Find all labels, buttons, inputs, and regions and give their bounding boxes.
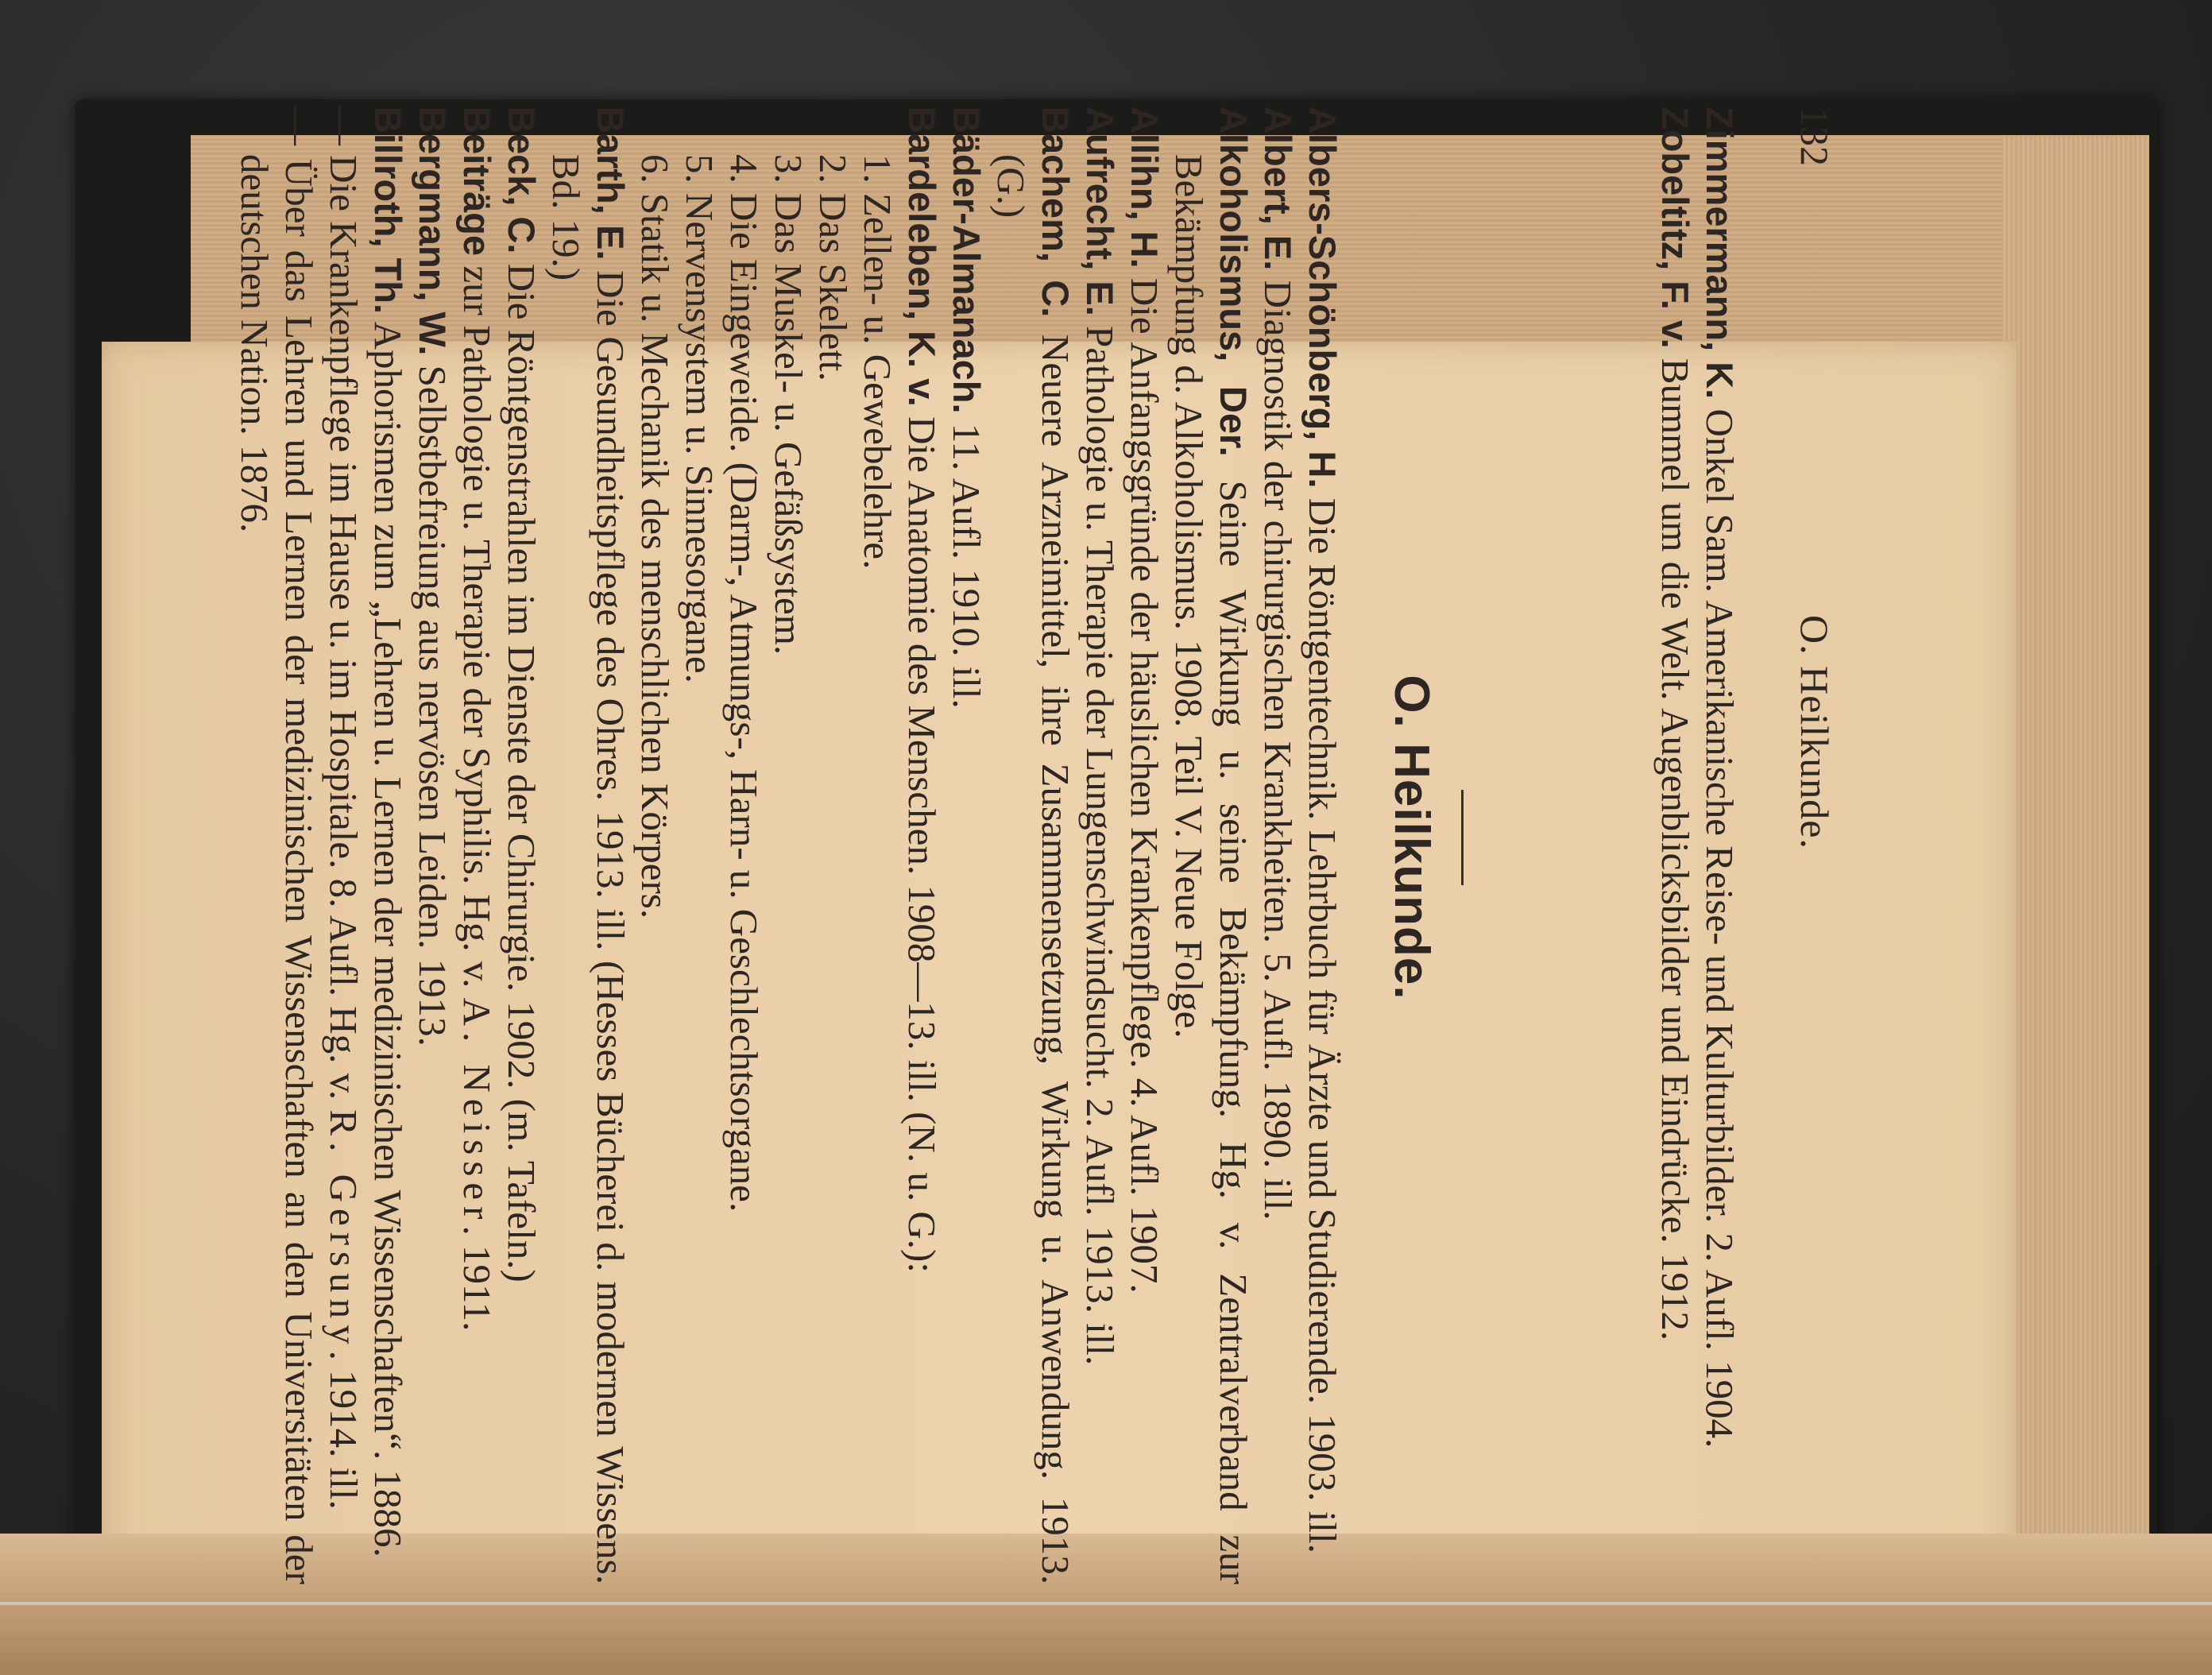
list-item: Aufrecht, E. Pathologie u. Therapie der Lungenschwindsucht. 2. Aufl. 1913. ill. xyxy=(1078,106,1122,1366)
top-entries xyxy=(1653,106,1742,1584)
page-edges-side xyxy=(2002,135,2149,1675)
list-item: Barth, E. Die Gesundheitspflege des Ohres. 1913. ill. (Hesses Bücherei d. modernen Wissens. Bd. 19.) xyxy=(544,106,632,1584)
list-item: — Die Krankenpflege im Hause u. im Hospitale. 8. Aufl. Hg. v. R. Gersuny. 1914. ill. xyxy=(322,106,365,1510)
sub-item: 6. Statik u. Mechanik des menschlichen Körpers. xyxy=(633,154,677,919)
page-number: 132 xyxy=(1792,106,1837,166)
list-item: Beiträge zur Pathologie u. Therapie der Syphilis. Hg. v. A. Neisser. 1911. xyxy=(455,106,499,1332)
list-item: Albers-Schönberg, H. Die Röntgentechnik. Lehrbuch für Ärzte und Studierende. 1903. ill. xyxy=(1301,106,1344,1553)
section-divider xyxy=(1461,790,1464,885)
list-item: Beck, C. Die Röntgenstrahlen im Dienste der Chirurgie. 1902. (m. Tafeln.) xyxy=(500,106,543,1282)
list-item: Zimmermann, K. Onkel Sam. Amerikanische Reise- und Kulturbilder. 2. Aufl. 1904. xyxy=(1698,106,1742,1449)
section-heading: O. Heilkunde. xyxy=(1384,675,1439,1000)
list-item: Billroth, Th. Aphorismen zum „Lehren u. Lernen der medizinischen Wissenschaften“. 1886. xyxy=(366,106,410,1557)
page-text xyxy=(232,59,1980,1616)
sub-item: 2. Das Skelett. xyxy=(811,154,855,381)
list-item: Bachem, C. Neuere Arzneimittel, ihre Zusammensetzung, Wirkung u. Anwendung. 1913. (G.) xyxy=(989,106,1077,1584)
running-title: O. Heilkunde. xyxy=(1792,615,1837,849)
list-item: Bardeleben, K. v. Die Anatomie des Menschen. 1908—13. ill. (N. u. G.): xyxy=(900,106,944,1273)
sub-item: 3. Das Muskel- u. Gefäßsystem. xyxy=(767,154,810,656)
sub-item: 4. Die Eingeweide. (Darm-, Atmungs-, Harn- u. Geschlechtsorgane. xyxy=(722,154,766,1213)
sub-item: 1. Zellen- u. Gewebelehre. xyxy=(856,154,899,570)
list-item: Zobeltitz, F. v. Bummel um die Welt. Augenblicksbilder und Eindrücke. 1912. xyxy=(1653,106,1697,1341)
list-item: — Über das Lehren und Lernen der medizinischen Wissenschaften an den Universitäten der deutschen Nation. 1876. xyxy=(233,106,321,1584)
entries xyxy=(232,106,1344,1584)
list-item: Albert, E. Diagnostik der chirurgischen Krankheiten. 5. Aufl. 1890. ill. xyxy=(1256,106,1300,1220)
list-item: Bergmann, W. Selbstbefreiung aus nervösen Leiden. 1913. xyxy=(411,106,454,1046)
list-item: Alkoholismus, Der. Seine Wirkung u. seine Bekämpfung. Hg. v. Zentralverband zur Bekämpfung d. Alkoholismus. 1908. Teil V. Neue Folge. xyxy=(1167,106,1255,1584)
sub-item: 5. Nervensystem u. Sinnesorgane. xyxy=(678,154,721,683)
list-item: Allihn, H. Die Anfangsgründe der häuslichen Krankenpflege. 4. Aufl. 1907. xyxy=(1123,106,1166,1294)
list-item: Bäder-Almanach. 11. Aufl. 1910. ill. xyxy=(945,106,988,709)
